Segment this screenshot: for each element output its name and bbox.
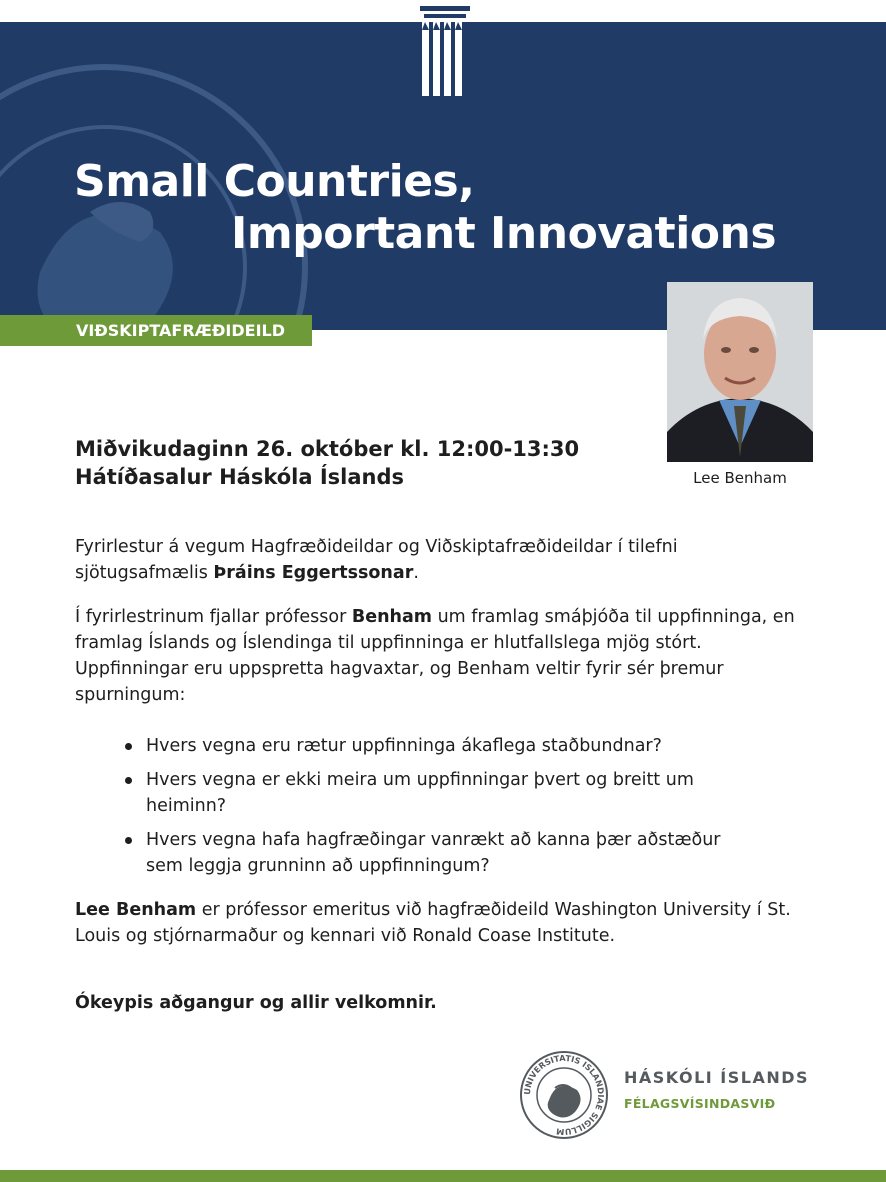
- description-paragraph: [75, 604, 815, 708]
- admission-note: Ókeypis aðgangur og allir velkomnir.: [75, 993, 437, 1013]
- description-text-end: um framlag smáþjóða til uppfinninga, en framlag Íslands og Íslendinga til uppfinninga er hlutfallslega mjög stórt. Uppfinningar eru uppspretta hagvaxtar, og Benham veltir fyrir sér þremur spurningum:: [75, 607, 795, 705]
- event-location: Hátíðasalur Háskóla Íslands: [75, 465, 404, 489]
- bottom-accent-bar: [0, 1170, 886, 1182]
- question-list: [122, 733, 762, 887]
- question-item: Hvers vegna eru rætur uppfinninga ákaflega staðbundnar?: [122, 733, 762, 759]
- event-details: [75, 435, 579, 491]
- seal-lettering: UNIVERSITATIS ISLANDIAE SIGILLUM: [521, 1052, 607, 1138]
- speaker-photo-caption: Lee Benham: [693, 469, 787, 487]
- speaker-bio-text: er prófessor emeritus við hagfræðideild Washington University í St. Louis og stjórnarmaður og kennari við Ronald Coase Institute.: [75, 900, 791, 946]
- speaker-name: Lee Benham: [75, 900, 197, 920]
- question-item: Hvers vegna er ekki meira um uppfinningar þvert og breitt um heiminn?: [122, 767, 762, 819]
- school-name: FÉLAGSVÍSINDASVIÐ: [624, 1096, 776, 1111]
- speaker-bio: [75, 897, 815, 949]
- intro-text-end: .: [413, 563, 419, 583]
- speaker-portrait: [667, 282, 813, 462]
- university-column-logo: [392, 0, 498, 100]
- university-name: HÁSKÓLI ÍSLANDS: [624, 1068, 810, 1087]
- honoree-name: Þráins Eggertssonar: [213, 563, 414, 583]
- description-text: Í fyrirlestrinum fjallar prófessor: [75, 607, 352, 627]
- event-title-line-1: Small Countries,: [74, 156, 475, 207]
- question-item: Hvers vegna hafa hagfræðingar vanrækt að kanna þær aðstæður sem leggja grunninn að uppfinningum?: [122, 827, 762, 879]
- intro-text: Fyrirlestur á vegum Hagfræðideildar og Viðskiptafræðideildar í tilefni sjötugsafmælis: [75, 537, 678, 583]
- speaker-photo: [667, 282, 813, 462]
- event-title-line-2: Important Innovations: [231, 208, 777, 259]
- intro-paragraph: [75, 534, 815, 586]
- department-label: VIÐSKIPTAFRÆÐIDEILD: [0, 315, 312, 346]
- speaker-surname: Benham: [351, 607, 433, 627]
- event-date-time: Miðvikudaginn 26. október kl. 12:00-13:30: [75, 437, 580, 461]
- university-seal-logo: [519, 1050, 609, 1140]
